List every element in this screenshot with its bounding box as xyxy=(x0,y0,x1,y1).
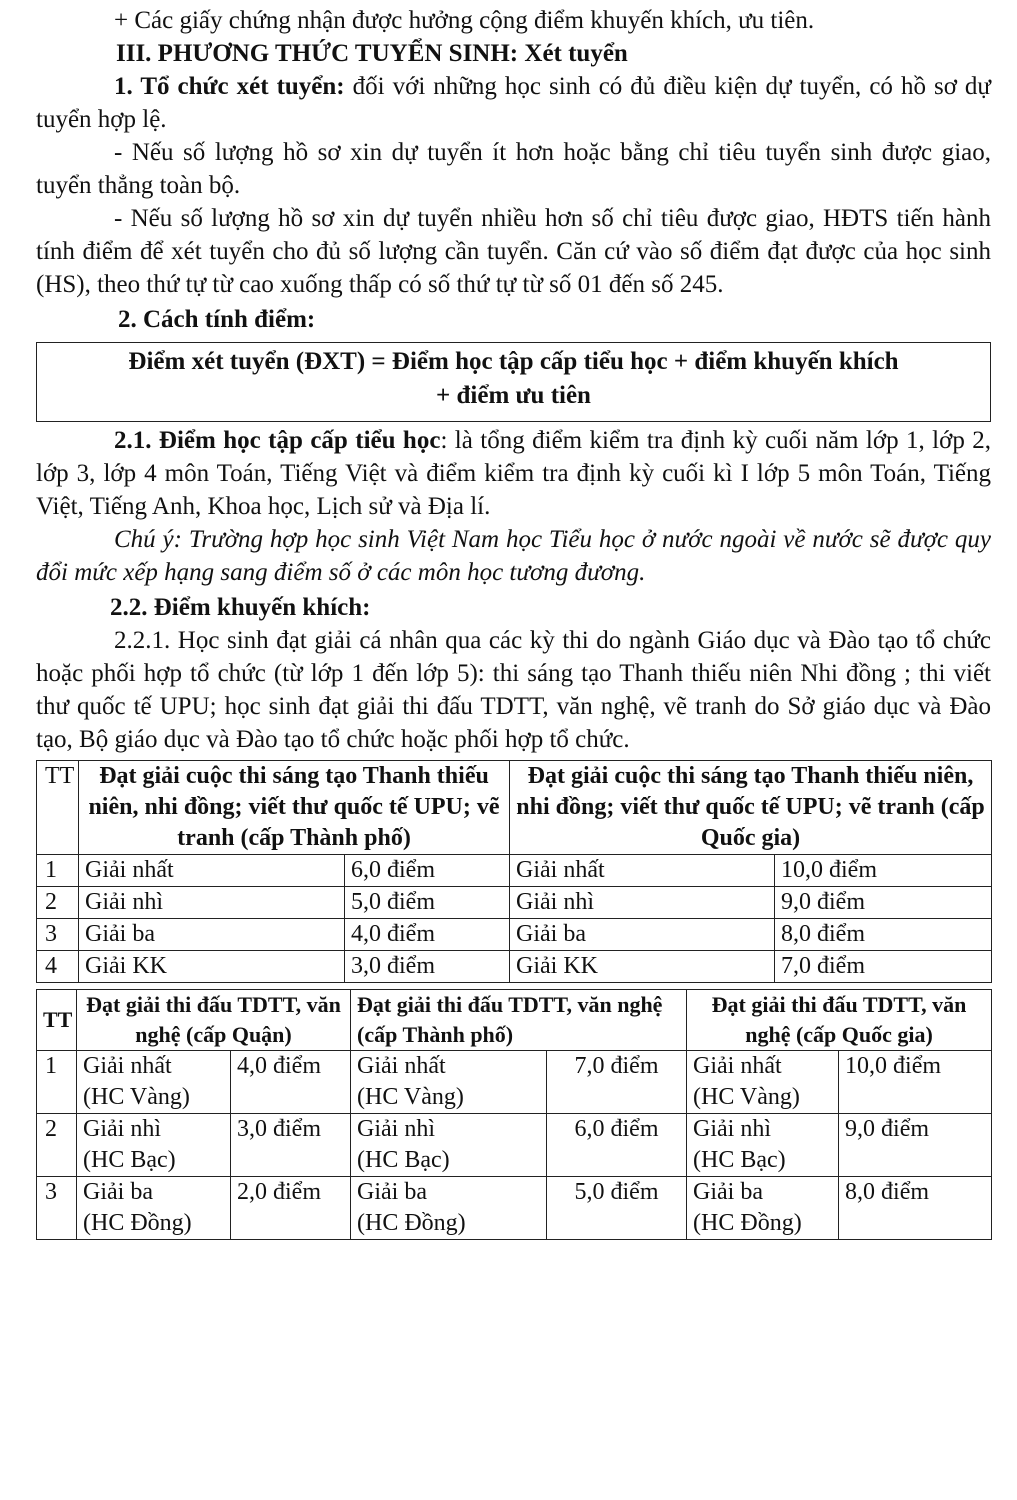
section-heading-scoring: 2. Cách tính điểm: xyxy=(118,306,316,333)
award-name: Giải nhì xyxy=(83,1116,161,1142)
header-national-level: Đạt giải cuộc thi sáng tạo Thanh thiếu niên, nhi đồng; viết thư quốc tế UPU; vẽ tranh (cấp Quốc gia) xyxy=(510,761,992,855)
cell-award: Giải KK xyxy=(510,951,775,983)
medal-name: (HC Đồng) xyxy=(357,1210,466,1236)
header-city-level: Đạt giải cuộc thi sáng tạo Thanh thiếu niên, nhi đồng; viết thư quốc tế UPU; vẽ tranh (cấp Thành phố) xyxy=(79,761,510,855)
section-heading-admission-method: III. PHƯƠNG THỨC TUYỂN SINH: Xét tuyển xyxy=(116,40,628,67)
awards-table-creative xyxy=(36,760,992,983)
award-name: Giải nhì xyxy=(693,1116,772,1142)
cell-award xyxy=(77,1114,231,1177)
cell-points: 8,0 điểm xyxy=(775,919,992,951)
paragraph-organize-admission xyxy=(36,70,991,136)
paragraph-case-more: - Nếu số lượng hồ sơ xin dự tuyển nhiều hơn số chỉ tiêu được giao, HĐTS tiến hành tính điểm để xét tuyển cho đủ số lượng cần tuyển. Căn cứ vào số điểm đạt được của học sinh (HS), theo thứ tự từ cao xuống thấp có số thứ tự từ số 01 đến số 245. xyxy=(36,205,991,298)
cell-points: 9,0 điểm xyxy=(775,887,992,919)
award-name: Giải ba xyxy=(357,1179,427,1205)
section-heading-bonus: 2.2. Điểm khuyến khích: xyxy=(110,594,371,621)
table-row xyxy=(37,1177,992,1240)
paragraph-case-fewer: - Nếu số lượng hồ sơ xin dự tuyển ít hơn hoặc bằng chỉ tiêu tuyển sinh được giao, tuyển thẳng toàn bộ. xyxy=(36,139,991,199)
paragraph-primary-score xyxy=(36,424,991,523)
section-text-primary-score: : là tổng điểm kiểm tra định kỳ cuối năm lớp 1, lớp 2, lớp 3, lớp 4 môn Toán, Tiếng Việt và điểm kiểm tra định kỳ cuối kì I lớp 5 môn Toán, Tiếng Việt, Tiếng Anh, Khoa học, Lịch sử và Địa lí. xyxy=(36,427,992,520)
formula-line-1: Điểm xét tuyển (ĐXT) = Điểm học tập cấp tiểu học + điểm khuyến khích xyxy=(128,348,899,375)
medal-name: (HC Vàng) xyxy=(357,1084,464,1110)
section-title-primary-score: 2.1. Điểm học tập cấp tiểu học xyxy=(114,427,441,454)
cell-points: 10,0 điểm xyxy=(775,855,992,887)
cell-points: 7,0 điểm xyxy=(547,1051,687,1114)
table-row xyxy=(37,919,992,951)
cell-tt: 3 xyxy=(37,919,79,951)
paragraph-individual-awards: 2.2.1. Học sinh đạt giải cá nhân qua các kỳ thi do ngành Giáo dục và Đào tạo tổ chức hoặc phối hợp tổ chức (từ lớp 1 đến lớp 5): thi sáng tạo Thanh thiếu niên Nhi đồng ; thi viết thư quốc tế UPU; học sinh đạt giải thi đấu TDTT, văn nghệ, vẽ tranh do Sở giáo dục và Đào tạo, Bộ giáo dục và Đào tạo tổ chức hoặc phối hợp tổ chức. xyxy=(36,627,991,753)
cell-points: 3,0 điểm xyxy=(345,951,510,983)
cell-points: 2,0 điểm xyxy=(231,1177,351,1240)
header-tt: TT xyxy=(37,990,77,1051)
cell-award xyxy=(351,1177,547,1240)
cell-points: 7,0 điểm xyxy=(775,951,992,983)
paragraph-note: Chú ý: Trường hợp học sinh Việt Nam học Tiểu học ở nước ngoài về nước sẽ được quy đổi mức xếp hạng sang điểm số ở các môn học tương đương. xyxy=(36,526,991,586)
cell-award: Giải nhất xyxy=(510,855,775,887)
cell-award xyxy=(77,1051,231,1114)
cell-points: 10,0 điểm xyxy=(839,1051,992,1114)
medal-name: (HC Vàng) xyxy=(693,1084,800,1110)
medal-name: (HC Đồng) xyxy=(83,1210,192,1236)
cell-award xyxy=(351,1114,547,1177)
header-district-level: Đạt giải thi đấu TDTT, văn nghệ (cấp Quận) xyxy=(77,990,351,1051)
award-name: Giải nhất xyxy=(83,1053,172,1079)
medal-name: (HC Bạc) xyxy=(357,1147,450,1173)
cell-points: 4,0 điểm xyxy=(345,919,510,951)
medal-name: (HC Đồng) xyxy=(693,1210,802,1236)
cell-points: 9,0 điểm xyxy=(839,1114,992,1177)
table-header-row xyxy=(37,761,992,855)
award-name: Giải nhất xyxy=(357,1053,446,1079)
table-header-row xyxy=(37,990,992,1051)
header-city-level: Đạt giải thi đấu TDTT, văn nghệ (cấp Thành phố) xyxy=(351,990,687,1051)
cell-award: Giải ba xyxy=(510,919,775,951)
header-tt: TT xyxy=(37,761,79,855)
medal-name: (HC Bạc) xyxy=(693,1147,786,1173)
cell-points: 6,0 điểm xyxy=(547,1114,687,1177)
formula-line-2: + điểm ưu tiên xyxy=(436,382,591,409)
cell-points: 8,0 điểm xyxy=(839,1177,992,1240)
cell-award: Giải nhì xyxy=(510,887,775,919)
table-row xyxy=(37,1114,992,1177)
cell-points: 5,0 điểm xyxy=(547,1177,687,1240)
medal-name: (HC Bạc) xyxy=(83,1147,176,1173)
cell-points: 6,0 điểm xyxy=(345,855,510,887)
awards-table-sports-arts xyxy=(36,989,992,1240)
award-name: Giải ba xyxy=(693,1179,764,1205)
cell-award xyxy=(687,1051,839,1114)
cell-award xyxy=(351,1051,547,1114)
document-page xyxy=(36,4,991,1240)
cell-award xyxy=(77,1177,231,1240)
medal-name: (HC Vàng) xyxy=(83,1084,190,1110)
section-text-organize: đối với những học sinh có đủ điều kiện dự tuyển, có hồ sơ dự tuyển hợp lệ. xyxy=(36,73,991,133)
cell-award: Giải nhì xyxy=(79,887,345,919)
cell-tt: 1 xyxy=(37,1051,77,1114)
table-row xyxy=(37,1051,992,1114)
cell-award: Giải KK xyxy=(79,951,345,983)
table-row xyxy=(37,887,992,919)
cell-award xyxy=(687,1177,839,1240)
formula-box xyxy=(36,342,991,422)
cell-tt: 2 xyxy=(37,1114,77,1177)
cell-points: 4,0 điểm xyxy=(231,1051,351,1114)
award-name: Giải ba xyxy=(83,1179,153,1205)
paragraph-certificates: + Các giấy chứng nhận được hưởng cộng điểm khuyến khích, ưu tiên. xyxy=(114,7,815,34)
table-row xyxy=(37,855,992,887)
cell-award xyxy=(687,1114,839,1177)
cell-tt: 4 xyxy=(37,951,79,983)
cell-points: 3,0 điểm xyxy=(231,1114,351,1177)
cell-tt: 1 xyxy=(37,855,79,887)
table-row xyxy=(37,951,992,983)
section-title-organize: 1. Tổ chức xét tuyển: xyxy=(114,73,345,100)
cell-award: Giải nhất xyxy=(79,855,345,887)
cell-tt: 3 xyxy=(37,1177,77,1240)
award-name: Giải nhì xyxy=(357,1116,436,1142)
header-national-level: Đạt giải thi đấu TDTT, văn nghệ (cấp Quốc gia) xyxy=(687,990,992,1051)
cell-award: Giải ba xyxy=(79,919,345,951)
cell-tt: 2 xyxy=(37,887,79,919)
cell-points: 5,0 điểm xyxy=(345,887,510,919)
award-name: Giải nhất xyxy=(693,1053,782,1079)
